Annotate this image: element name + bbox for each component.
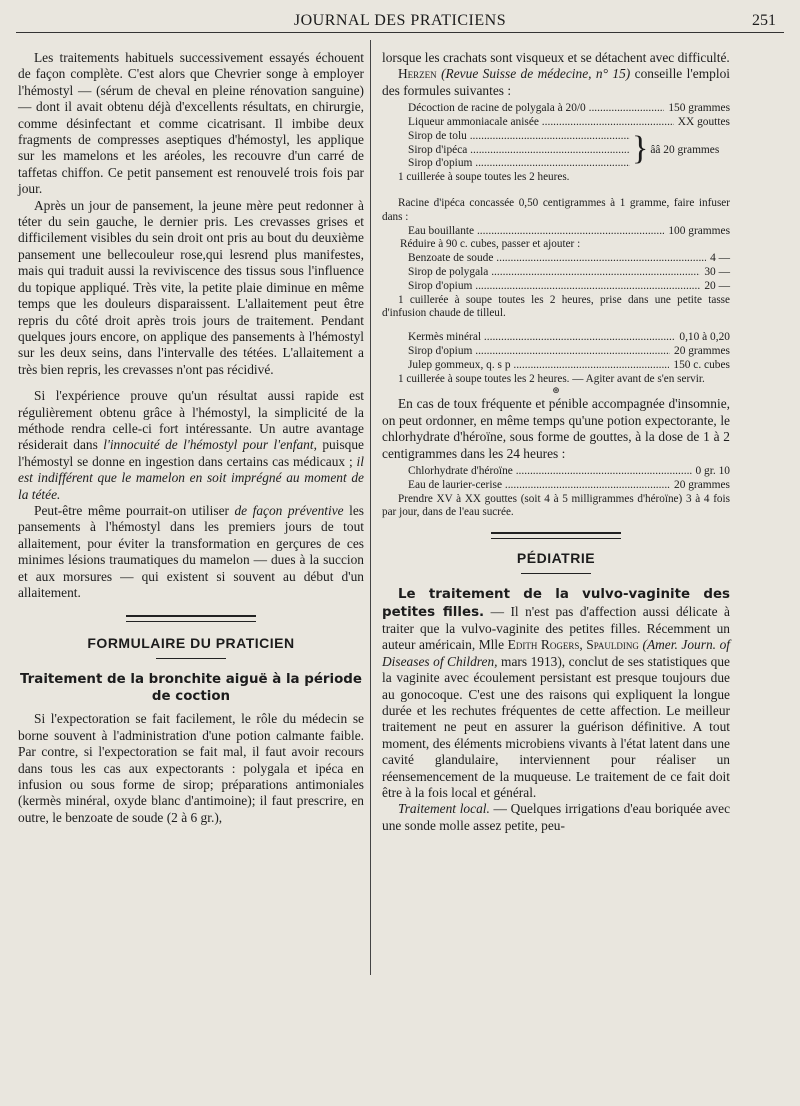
ingredient-name: Kermès minéral .....	[408, 331, 675, 345]
prescription-line	[382, 102, 730, 116]
page-number: 251	[752, 12, 776, 29]
prescription-4	[382, 465, 730, 493]
prescription-line	[408, 144, 630, 158]
paragraph: Après un jour de pansement, la jeune mère peut redonner à téter du sein gauche, le dernier pris. Les crevasses grises et difficilement visibles du sein droit ont pris au bout du deuxième pansement une bellecouleur rose,qui lesrend plus manifestes, mais qui traduit aussi la reviviscence des tissus sous l'influence du topique appliqué. Très vite, la petite plaie diminue en même temps que les douleurs disparaissent. L'allaitement peut être repris du côté droit après trois jours de traitement. Pendant quelques jours encore, on applique des pansements à l'hémostyl sur les deux seins, dans l'intervalle des tétées. L'allaitement a très bien repris, les crevasses n'ont pas récidivé.	[18, 197, 364, 377]
prescription-quantity: ââ 20 grammes	[650, 143, 720, 156]
prescription-line	[408, 157, 630, 171]
ingredient-quantity: 20 grammes	[674, 344, 730, 357]
ingredient-name: Sirop d'opium .....	[408, 345, 670, 359]
prescription-note: 1 cuillerée à soupe toutes les 2 heures, prise dans une petite tasse d'infusion chaude de tilleul.	[382, 293, 730, 320]
ingredient-quantity: 0,10 à 0,20	[679, 331, 730, 344]
left-column	[18, 50, 364, 826]
ingredient-name: Sirop d'opium .....	[408, 280, 700, 294]
prescription-note: 1 cuillerée à soupe toutes les 2 heures. — Agiter avant de s'en servir.	[398, 372, 705, 385]
prescription-note: 1 cuillerée à soupe toutes les 2 heures.	[398, 171, 570, 184]
ingredient-name: Sirop de polygala .....	[408, 266, 700, 280]
paragraph: Si l'expectoration se fait facilement, le rôle du médecin se borne souvent à l'administration d'une potion calmante faible. Par contre, si l'expectoration se fait mal, il faut avoir recours dans tous les cas aux expectorants : polygala et ipéca en infusion ou sous forme de sirop; préparations antimoniales (kermès minéral, oxyde blanc d'antimoine); il faut prescrire, en outre, le benzoate de soude (2 à 6 gr.),	[18, 711, 364, 825]
prescription-line	[408, 130, 630, 144]
ingredient-name: Benzoate de soude .....	[408, 252, 706, 266]
ingredient-quantity: 100 grammes	[668, 224, 730, 237]
prescription-note: Prendre XV à XX gouttes (soit 4 à 5 milligrammes d'héroïne) 3 à 4 fois par jour, dans de l'eau sucrée.	[382, 492, 730, 519]
ingredient-quantity: 4 —	[710, 252, 730, 265]
prescription-line	[382, 225, 730, 239]
prescription-line	[382, 252, 730, 266]
header-rule	[16, 32, 784, 33]
ingredient-name: Chlorhydrate d'héroïne .....	[408, 465, 692, 479]
ingredient-quantity: 20 grammes	[674, 478, 730, 491]
ingredient-quantity: XX gouttes	[677, 116, 730, 129]
ingredient-name: Sirop d'ipéca .....	[408, 144, 630, 158]
ingredient-name: Sirop de tolu .....	[408, 130, 630, 144]
ingredient-quantity: 150 grammes	[668, 102, 730, 115]
citation: (Amer. Journ. of Diseases of Children,	[382, 637, 730, 669]
prescription-line	[382, 280, 730, 294]
subheading: Traitement local.	[398, 801, 490, 817]
prescription-line	[382, 479, 730, 493]
ingredient-name: Eau bouillante .....	[408, 225, 664, 239]
prescription-2b	[382, 252, 730, 293]
section-rule	[126, 615, 256, 622]
section-heading: FORMULAIRE DU PRATICIEN	[87, 635, 295, 652]
prescription-intro: Racine d'ipéca concassée 0,50 centigrammes à 1 gramme, faire infuser dans :	[382, 197, 730, 223]
prescription-2a	[382, 225, 730, 239]
prescription-line	[382, 359, 730, 373]
paragraph: Herzen (Revue Suisse de médecine, n° 15) conseille l'emploi des formules suivantes :	[382, 66, 730, 98]
ingredient-quantity: 0 gr. 10	[695, 464, 730, 477]
prescription-line	[382, 331, 730, 345]
ingredient-name: Sirop d'opium .....	[408, 157, 630, 171]
journal-title: JOURNAL DES PRATICIENS	[293, 12, 507, 29]
brace-symbol: }	[632, 129, 649, 167]
prescription-1-syrups	[382, 130, 730, 171]
citation: (Revue Suisse de médecine, n° 15)	[441, 66, 631, 82]
ingredient-quantity: 150 c. cubes	[673, 358, 730, 371]
ornament-icon: ⊛	[552, 386, 560, 397]
page-header	[16, 10, 784, 34]
right-column	[382, 50, 730, 834]
prescription-1	[382, 102, 730, 130]
paragraph: Peut-être même pourrait-on utiliser de façon préventive les pansements à l'hémostyl dans les premiers jours de tout allaitement, pour éviter la transformation en gerçures de ces minimes lésions traumatiques du mamelon — dues à la succion et aux morsures — qui existent si souvent au début d'un allaitement.	[18, 502, 364, 600]
section-heading: PÉDIATRIE	[516, 550, 596, 567]
prescription-instruction: Réduire à 90 c. cubes, passer et ajouter :	[400, 238, 581, 251]
prescription-line	[382, 345, 730, 359]
ingredient-name: Julep gommeux, q. s p .....	[408, 359, 669, 373]
ingredient-name: Eau de laurier-cerise .....	[408, 479, 670, 493]
article-title: Traitement de la bronchite aiguë à la période de coction	[20, 672, 362, 705]
emphasis: de façon préventive	[234, 502, 344, 518]
emphasis: il est indifférent que le mamelon en soit imprégné au moment de la tétée.	[18, 453, 364, 502]
paragraph: Les traitements habituels successivement essayés échouent de façon complète. C'est alors que Chevrier songe à employer l'hémostyl — (sérum de cheval en pleine rénovation sanguine) — dont il avait obtenu déjà d'excellents résultats, en chirurgie, comme désinfectant et comme cicatrisant. Il imbibe deux fragments de compresses aseptiques d'hémostyl, les applique sur les mamelons et les aréoles, les recouvre d'un carré de taffetas chiffon. Ce petit pansement est renouvelé trois fois par jour.	[18, 50, 364, 197]
ingredient-name: Décoction de racine de polygala à 20/0 .....	[408, 102, 664, 116]
ingredient-quantity: 20 —	[704, 279, 730, 292]
paragraph: lorsque les crachats sont visqueux et se détachent avec difficulté.	[382, 50, 730, 65]
article-title: Le traitement de la vulvo-vaginite des petites filles.	[382, 587, 730, 620]
paragraph: Traitement local. — Quelques irrigations d'eau boriquée avec une sonde molle assez petite, peu-	[382, 801, 731, 833]
paragraph: Le traitement de la vulvo-vaginite des petites filles. — Il n'est pas d'affection aussi délicate à traiter que la vulvo-vaginite des petites filles. Récemment un auteur américain, Mlle Edith Rogers, Spaulding (Amer. Journ. of Diseases of Children, mars 1913), conclut de ses statistiques que la vaginite avec écoulement persistant est presque toujours due au gonocoque. C'est une des raisons qui expliquent la longue durée et les rechutes fréquentes de cette affection. Le meilleur traitement ne peut en assurer la guérison définitive. A tout moment, des éléments microbiens vivants à l'état latent dans une cavité glandulaire, interviennent pour réaliser un réensemencement de la muqueuse. Le traitement de ce fait doit être à la fois local et général.	[382, 587, 730, 801]
prescription-3	[382, 331, 730, 372]
author-name: Edith Rogers, Spaulding	[507, 637, 639, 653]
prescription-line	[382, 465, 730, 479]
ingredient-quantity: 30 —	[704, 265, 730, 278]
column-divider	[370, 40, 371, 975]
paragraph: En cas de toux fréquente et pénible accompagnée d'insomnie, on peut ordonner, en même temps qu'une potion expectorante, le chlorhydrate d'héroïne, sous forme de gouttes, à la dose de 1 à 2 centigrammes dans les 24 heures :	[382, 396, 730, 461]
section-rule	[491, 532, 621, 539]
prescription-line	[382, 116, 730, 130]
emphasis: l'innocuité de l'hémostyl pour l'enfant	[103, 437, 314, 453]
ingredient-name: Liqueur ammoniacale anisée .....	[408, 116, 674, 130]
author-name: Herzen	[398, 66, 437, 82]
paragraph: Si l'expérience prouve qu'un résultat aussi rapide est régulièrement obtenu grâce à l'hémostyl, la simplicité de la méthode rendra celle-ci fort intéressante. Un autre avantage résiderait dans l'innocuité de l'hémostyl pour l'enfant, puisque l'hémostyl se donne en ingestion dans certains cas médicaux ; il est indifférent que le mamelon en soit imprégné au moment de la tétée.	[18, 388, 364, 502]
prescription-line	[382, 266, 730, 280]
